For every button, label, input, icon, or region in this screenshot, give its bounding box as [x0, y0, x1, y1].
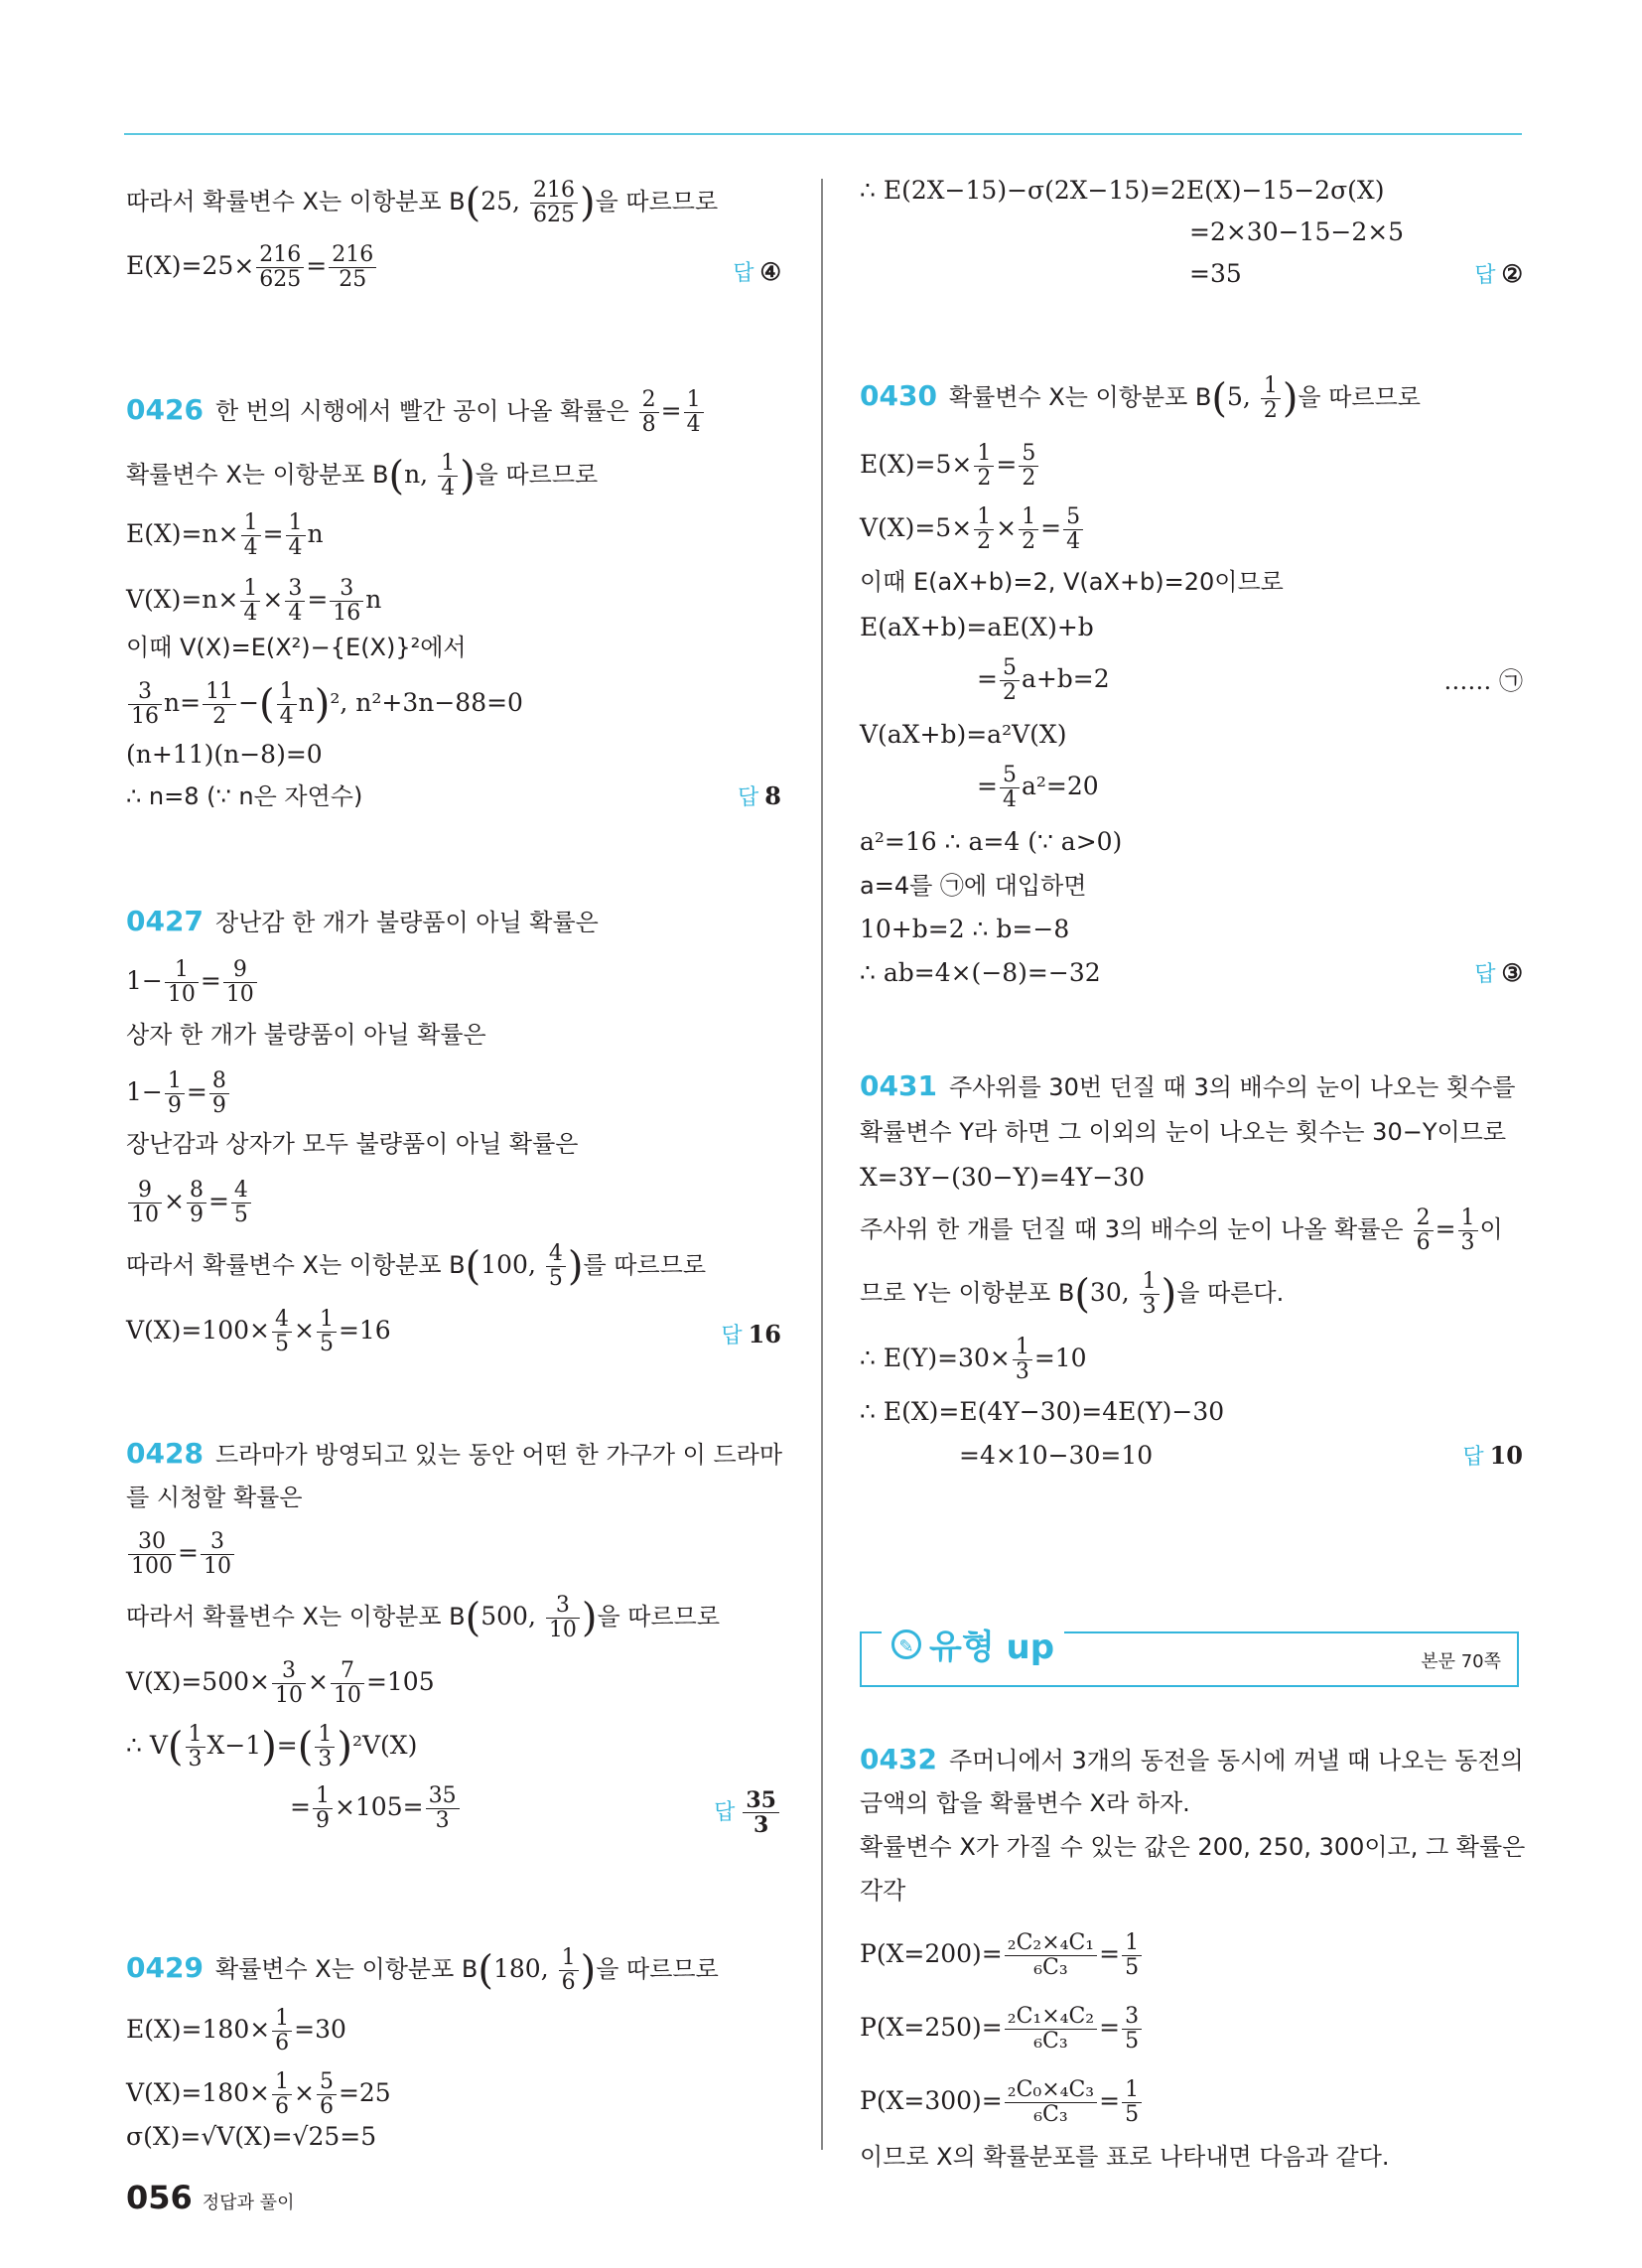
column-divider: [821, 179, 823, 2150]
answer-0427: 답 16: [721, 1320, 781, 1348]
footer-label: 정답과 풀이: [202, 2193, 295, 2213]
solution-0428-line: $\frac{30}{100}$ = $\frac{3}{10}$: [126, 1530, 236, 1579]
equation-tag: …… ㉠: [1443, 667, 1523, 695]
solution-0427-line: $\frac{9}{10}$ × $\frac{8}{9}$ = $\frac{4}{5}$: [126, 1179, 253, 1227]
solution-0428-line: 를 시청할 확률은: [126, 1484, 303, 1511]
solution-0427-line: 따라서 확률변수 X는 이항분포 B(100, $\frac{4}{5}$ )를 따르므로: [126, 1241, 707, 1291]
solution-0431-line: X=3Y−(30−Y)=4Y−30: [860, 1163, 1145, 1192]
solution-0430-line: V(X)=5× $\frac{1}{2}$ × $\frac{1}{2}$ = $\frac{5}{4}$: [860, 505, 1085, 554]
solution-0428-line: 따라서 확률변수 X는 이항분포 B(500, $\frac{3}{10}$ )을 따르므로: [126, 1593, 721, 1642]
answer-0430: 답 ③: [1474, 958, 1523, 987]
answer-0429: 답 ②: [1474, 259, 1523, 288]
solution-0430-line: 10+b=2 ∴ b=−8: [860, 915, 1070, 943]
solution-0432-line: 금액의 합을 확률변수 X라 하자.: [860, 1789, 1190, 1817]
solution-0428-line: = $\frac{1}{9}$ ×105= $\frac{35}{3}$: [290, 1784, 462, 1833]
solution-0432-line: 확률변수 X가 가질 수 있는 값은 200, 250, 300이고, 그 확률은: [860, 1833, 1526, 1861]
problem-0429-intro: 0429 확률변수 X는 이항분포 B(180, $\frac{1}{6}$ )을 따르므로: [126, 1945, 719, 1995]
solution-0427-line: V(X)=100× $\frac{4}{5}$ × $\frac{1}{5}$ =16: [126, 1307, 391, 1356]
problem-0431-intro: 0431 주사위를 30번 던질 때 3의 배수의 눈이 나오는 횟수를: [860, 1069, 1516, 1102]
solution-0430-line: E(X)=5× $\frac{1}{2}$ = $\frac{5}{2}$: [860, 442, 1040, 491]
solution-0430-line: = $\frac{5}{4}$ a²=20: [977, 763, 1099, 812]
solution-0426-line: 이때 V(X)=E(X²)−{E(X)}²에서: [126, 634, 467, 661]
solution-0425-line2: E(X)=25× $\frac{216}{625}$ = $\frac{216}{25}$: [126, 243, 378, 292]
solution-0426-line: E(X)=n× $\frac{1}{4}$ = $\frac{1}{4}$ n: [126, 510, 324, 560]
solution-0432-line: 각각: [860, 1877, 906, 1905]
answer-0431: 답 10: [1462, 1441, 1523, 1470]
solution-0429-cont: =35: [1189, 259, 1242, 288]
problem-0426-intro: 0426 한 번의 시행에서 빨간 공이 나올 확률은 $\frac{2}{8}$ = $\frac{1}{4}$: [126, 388, 706, 437]
answer-0425: 답 ④: [733, 257, 781, 286]
solution-0431-line: =4×10−30=10: [959, 1441, 1154, 1470]
solution-0428-line: ∴ V( $\frac{1}{3}$ X−1)=( $\frac{1}{3}$ )²V(X): [126, 1722, 418, 1772]
solution-0430-line: ∴ ab=4×(−8)=−32: [860, 958, 1101, 987]
section-reference: 본문 70쪽: [1421, 1651, 1501, 1672]
solution-0430-line: V(aX+b)=a²V(X): [860, 720, 1067, 749]
solution-0427-line: 장난감과 상자가 모두 불량품이 아닐 확률은: [126, 1130, 579, 1158]
solution-0429-cont: =2×30−15−2×5: [1189, 217, 1405, 246]
answer-0426: 답 8: [738, 781, 781, 810]
solution-0426-line: ∴ n=8 (∵ n은 자연수): [126, 782, 363, 810]
header-rule: [124, 133, 1522, 135]
section-header: [860, 1628, 1519, 1687]
solution-0425-line1: 따라서 확률변수 X는 이항분포 B(25, $\frac{216}{625}$ )을 따르므로: [126, 178, 719, 227]
page-number: 056: [126, 2179, 193, 2216]
section-title: ✎ 유형 up: [882, 1620, 1064, 1668]
solution-0427-line: 상자 한 개가 불량품이 아닐 확률은: [126, 1021, 486, 1049]
solution-0432-line: P(X=250)= $\frac{\text{₂C₁×₄C₂}}{\text{₆C₃}}$ = $\frac{3}{5}$: [860, 2005, 1144, 2054]
solution-0431-line: ∴ E(Y)=30× $\frac{1}{3}$ =10: [860, 1335, 1087, 1384]
solution-0427-line: 1− $\frac{1}{9}$ = $\frac{8}{9}$: [126, 1069, 231, 1118]
problem-number: 0426: [126, 393, 204, 426]
solution-0431-line: 주사위 한 개를 던질 때 3의 배수의 눈이 나올 확률은 $\frac{2}{6}$ = $\frac{1}{3}$ 이: [860, 1205, 1503, 1255]
solution-0430-line: a=4를 ㉠에 대입하면: [860, 872, 1087, 900]
problem-0428-intro: 0428 드라마가 방영되고 있는 동안 어떤 한 가구가 이 드라마: [126, 1437, 783, 1470]
solution-0432-line: P(X=200)= $\frac{\text{₂C₂×₄C₁}}{\text{₆C₃}}$ = $\frac{1}{5}$: [860, 1931, 1144, 1980]
solution-0430-line: = $\frac{5}{2}$ a+b=2: [977, 655, 1110, 705]
solution-0429-line: E(X)=180× $\frac{1}{6}$ =30: [126, 2006, 346, 2055]
solution-0428-line: V(X)=500× $\frac{3}{10}$ × $\frac{7}{10}$ =105: [126, 1658, 435, 1708]
problem-0427-intro: 0427 장난감 한 개가 불량품이 아닐 확률은: [126, 905, 599, 937]
solution-0431-line: 므로 Y는 이항분포 B(30, $\frac{1}{3}$ )을 따른다.: [860, 1269, 1285, 1319]
solution-0427-line: 1− $\frac{1}{10}$ = $\frac{9}{10}$: [126, 958, 259, 1007]
answer-0428: 답 $\frac{35}{3}$: [714, 1788, 781, 1837]
document-icon: ✎: [891, 1630, 921, 1659]
solution-0430-line: E(aX+b)=aE(X)+b: [860, 613, 1094, 641]
solution-0426-line: (n+11)(n−8)=0: [126, 740, 323, 769]
solution-0431-line: ∴ E(X)=E(4Y−30)=4E(Y)−30: [860, 1397, 1225, 1426]
problem-0432-intro: 0432 주머니에서 3개의 동전을 동시에 꺼낼 때 나오는 동전의: [860, 1743, 1524, 1775]
solution-0432-line: 이므로 X의 확률분포를 표로 나타내면 다음과 같다.: [860, 2143, 1390, 2171]
solution-0429-line: σ(X)=√V(X)=√25=5: [126, 2122, 377, 2151]
solution-0429-line: V(X)=180× $\frac{1}{6}$ × $\frac{5}{6}$ =25: [126, 2069, 391, 2119]
solution-0431-line: 확률변수 Y라 하면 그 이외의 눈이 나오는 횟수는 30−Y이므로: [860, 1118, 1507, 1146]
solution-0426-line: V(X)=n× $\frac{1}{4}$ × $\frac{3}{4}$ = $\frac{3}{16}$ n: [126, 576, 382, 626]
page-footer: [126, 2179, 294, 2216]
problem-0430-intro: 0430 확률변수 X는 이항분포 B(5, $\frac{1}{2}$ )을 따르므로: [860, 373, 1421, 423]
solution-0432-line: P(X=300)= $\frac{\text{₂C₀×₄C₃}}{\text{₆C₃}}$ = $\frac{1}{5}$: [860, 2078, 1144, 2127]
solution-0429-cont: ∴ E(2X−15)−σ(2X−15)=2E(X)−15−2σ(X): [860, 176, 1385, 205]
solution-0430-line: a²=16 ∴ a=4 (∵ a>0): [860, 827, 1123, 856]
solution-0430-line: 이때 E(aX+b)=2, V(aX+b)=20이므로: [860, 568, 1284, 596]
solution-0426-line: 확률변수 X는 이항분포 B(n, $\frac{1}{4}$ )을 따르므로: [126, 451, 599, 500]
solution-0426-line: $\frac{3}{16}$ n= $\frac{11}{2}$ −( $\frac{1}{4}$ n)², n²+3n−88=0: [126, 680, 523, 729]
